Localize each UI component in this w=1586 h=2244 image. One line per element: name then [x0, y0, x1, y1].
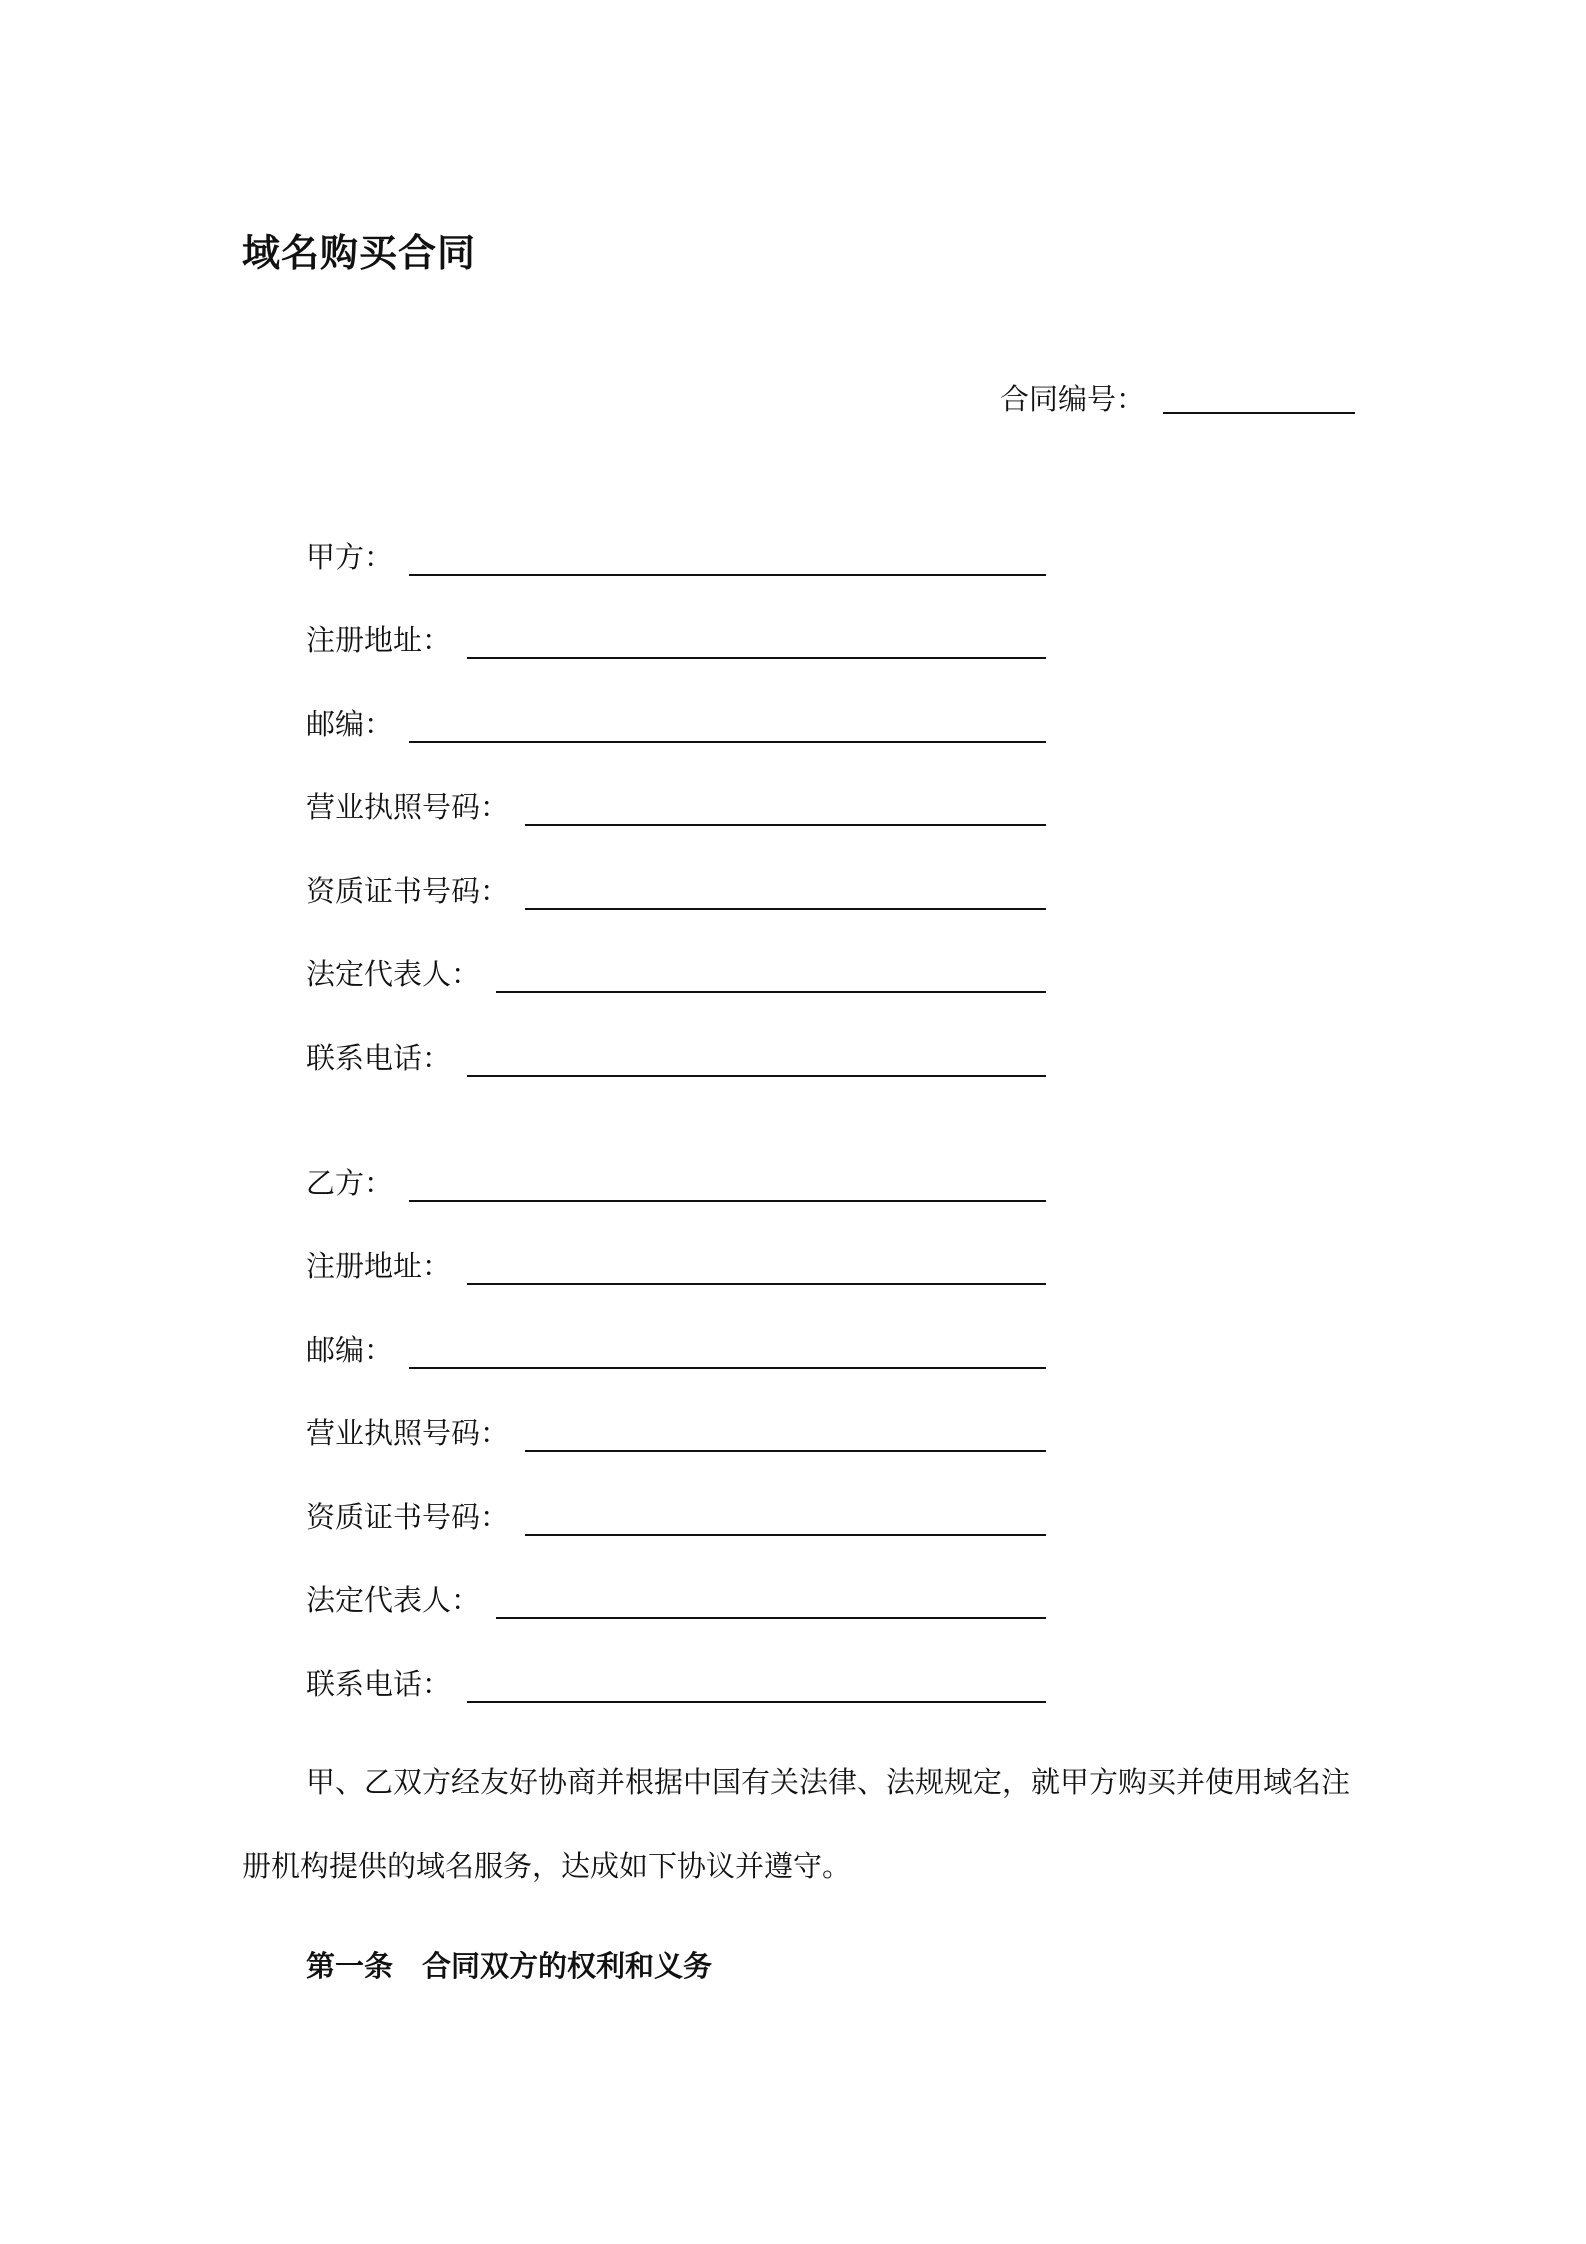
section-1-heading: 第一条 合同双方的权利和义务 — [306, 1949, 713, 1983]
field-label: 资质证书号码： — [306, 1499, 510, 1534]
party-a-block — [306, 494, 1046, 1079]
field-blank-line — [525, 878, 1046, 910]
field-label: 营业执照号码： — [306, 1416, 510, 1450]
party-b-license-row — [306, 1371, 1046, 1455]
field-label: 联系电话： — [306, 1666, 452, 1701]
field-blank-line — [496, 1587, 1046, 1619]
intro-paragraph: 甲、乙双方经友好协商并根据中国有关法律、法规规定，就甲方购买并使用域名注册机构提供的域名服务，达成如下协议并遵守。 — [242, 1765, 1351, 1883]
party-a-name-row — [306, 494, 1046, 578]
party-a-postcode-row — [306, 661, 1046, 745]
field-blank-line — [525, 794, 1046, 826]
field-label: 邮编： — [306, 706, 394, 741]
field-blank-line — [409, 544, 1046, 576]
field-blank-line — [409, 1170, 1046, 1202]
field-blank-line — [467, 627, 1046, 659]
field-blank-line — [409, 711, 1046, 743]
contract-number-label: 合同编号： — [1000, 382, 1146, 416]
field-label: 资质证书号码： — [306, 873, 510, 908]
contract-number-blank — [1163, 372, 1355, 414]
party-b-certificate-row — [306, 1454, 1046, 1538]
party-b-postcode-row — [306, 1287, 1046, 1371]
field-label: 联系电话： — [306, 1040, 452, 1075]
field-blank-line — [409, 1337, 1046, 1369]
party-a-certificate-row — [306, 828, 1046, 912]
field-label: 法定代表人： — [306, 1583, 481, 1617]
field-blank-line — [496, 961, 1046, 993]
party-b-block — [306, 1120, 1046, 1705]
party-a-address-row — [306, 578, 1046, 662]
document-title: 域名购买合同 — [242, 231, 477, 275]
field-blank-line — [525, 1420, 1046, 1452]
field-label: 邮编： — [306, 1332, 394, 1367]
field-label: 乙方： — [306, 1165, 394, 1200]
field-label: 注册地址： — [306, 623, 452, 657]
field-blank-line — [467, 1045, 1046, 1077]
contract-number-field — [1000, 372, 1355, 414]
party-b-address-row — [306, 1204, 1046, 1288]
field-label: 法定代表人： — [306, 957, 481, 991]
field-blank-line — [467, 1253, 1046, 1285]
field-blank-line — [467, 1671, 1046, 1703]
party-b-representative-row — [306, 1538, 1046, 1622]
field-blank-line — [525, 1504, 1046, 1536]
party-a-license-row — [306, 745, 1046, 829]
field-label: 甲方： — [306, 539, 394, 574]
party-b-phone-row — [306, 1621, 1046, 1705]
field-label: 营业执照号码： — [306, 790, 510, 824]
party-b-name-row — [306, 1120, 1046, 1204]
party-a-representative-row — [306, 912, 1046, 996]
field-label: 注册地址： — [306, 1249, 452, 1283]
party-a-phone-row — [306, 995, 1046, 1079]
